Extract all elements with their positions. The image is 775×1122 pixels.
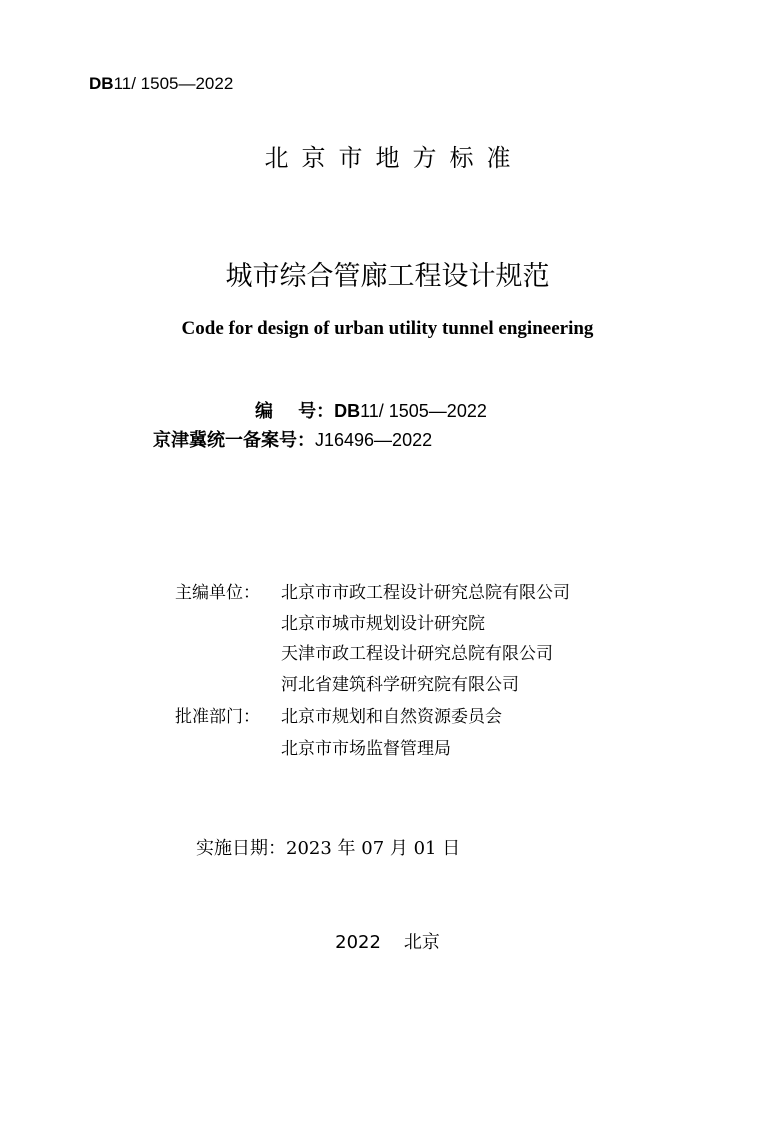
standard-number-value: 11/ 1505—2022 [360,401,487,421]
record-number-label: 京津冀统一备案号： [153,430,315,451]
record-number-value: J16496—2022 [315,430,433,450]
effective-date: 实施日期：2023 年 07 月 01 日 [196,838,461,859]
standard-number-label: 编 号： [255,401,335,422]
standard-number-row [255,397,487,423]
document-title-english: Code for design of urban utility tunnel engineering [181,318,594,339]
editor-org: 北京市市政工程设计研究总院有限公司 [281,583,570,603]
publication-year-place: 2022 北京 [335,932,440,953]
document-title-chinese: 城市综合管廊工程设计规范 [225,261,550,292]
chief-editor-label: 主编单位： [175,583,260,603]
editor-org: 天津市政工程设计研究总院有限公司 [281,644,553,664]
editor-org: 北京市城市规划设计研究院 [281,614,485,634]
local-standard-heading: 北京市地方标准 [264,144,524,172]
record-number-row [153,426,432,452]
standard-code-rest: 11/ 1505—2022 [113,74,234,93]
standard-number-prefix: DB [334,401,361,421]
standard-number-header [89,74,233,94]
approval-department-label: 批准部门： [175,707,260,727]
approver-org: 北京市市场监督管理局 [281,739,451,759]
standard-code-prefix: DB [89,74,114,93]
approver-org: 北京市规划和自然资源委员会 [281,707,502,727]
editor-org: 河北省建筑科学研究院有限公司 [281,675,519,695]
